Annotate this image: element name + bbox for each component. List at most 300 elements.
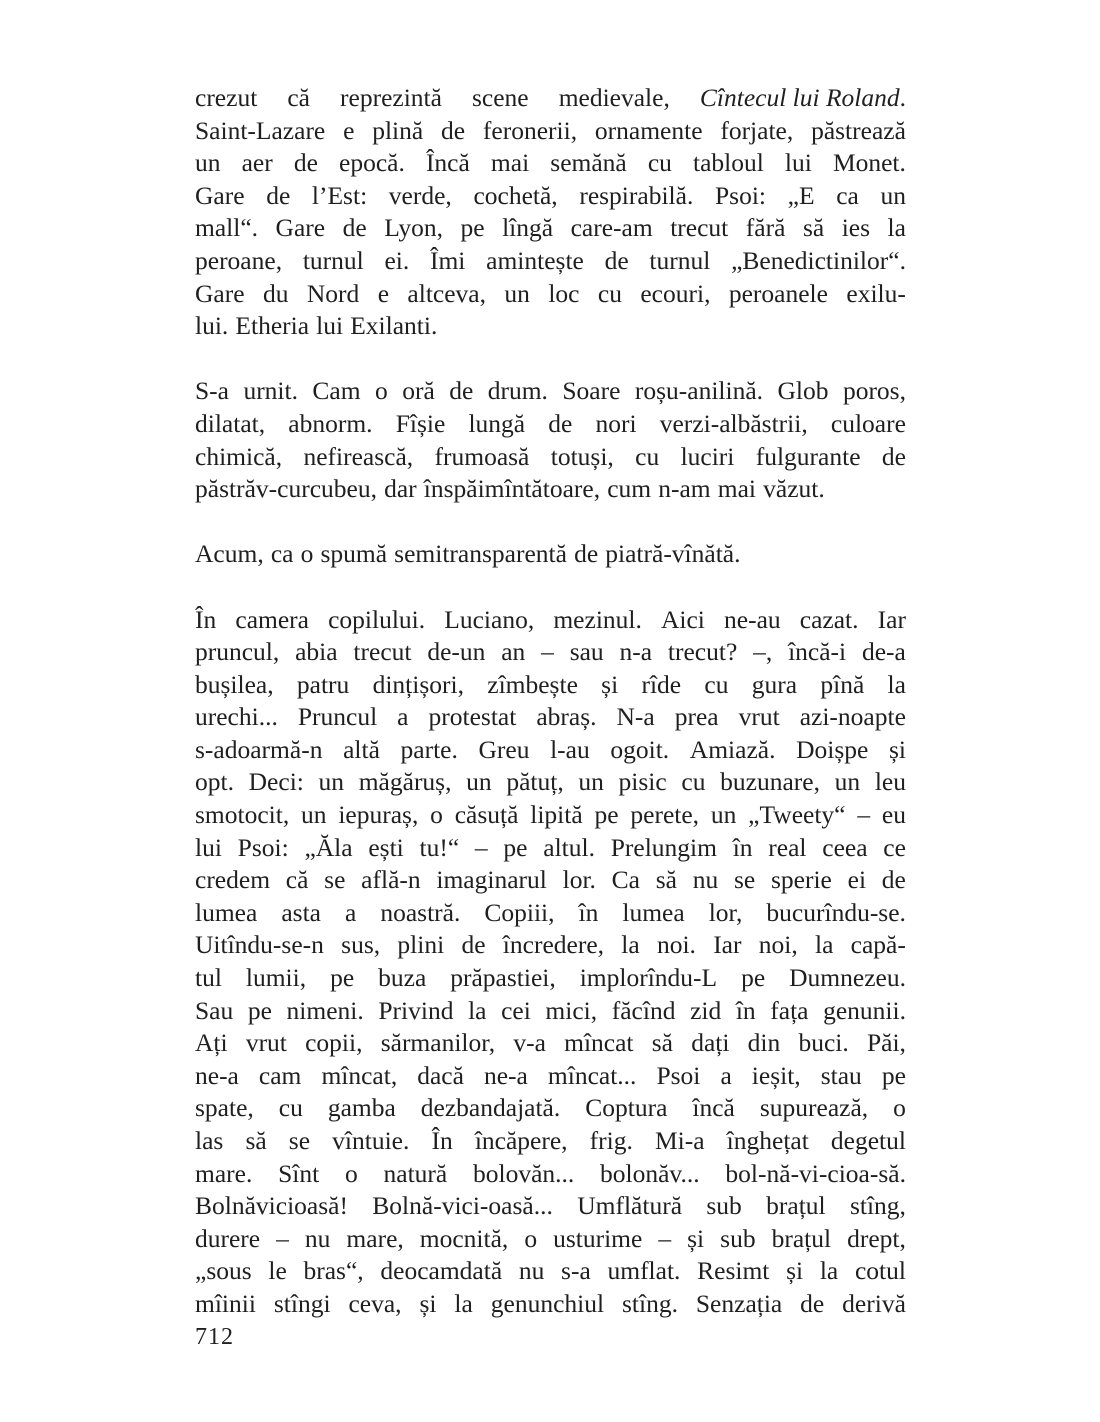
word: dați [691,1028,730,1058]
word: bolonăv... [600,1158,700,1188]
word: un [301,800,327,830]
word: vrut [738,702,780,732]
word: sperie [770,865,832,895]
word: lor. [562,865,596,895]
text-line [195,864,906,897]
page-number: 712 [195,1324,234,1350]
text-line [195,995,906,1028]
word: semitransparentă [394,539,567,569]
word: de [604,245,629,275]
word: – [474,832,488,862]
word: camera [235,604,309,634]
text-line [195,604,906,637]
word: cochetă, [473,180,558,210]
word: ce [883,832,906,862]
word: sus, [341,930,381,960]
word: ești [368,832,404,862]
word: tabloul [693,148,764,178]
word: ne-au [724,604,781,634]
word: abia [295,637,338,667]
word: pe [247,995,272,1025]
word: deocamdată [380,1256,503,1286]
word: bol-nă-vi-cioa-să. [725,1158,906,1188]
text-line [195,832,906,865]
word: de [266,180,291,210]
word: păstrăv-curcubeu, [195,474,377,504]
word: buza [378,963,427,993]
word: în [578,897,599,927]
word: verzi-albăstrii, [659,408,808,438]
word: și [419,1288,437,1318]
word: pe [460,213,485,243]
word: să [245,1126,267,1155]
word: rîde [641,669,682,699]
word: dar [384,474,417,504]
text-line [195,441,906,474]
word: parte. [400,734,458,764]
word: respirabilă. [579,180,694,210]
word: ecouri, [640,278,711,308]
word: Iar [877,604,906,634]
word: altceva, [407,278,486,308]
word: se [733,865,756,895]
word: de [574,539,599,569]
text-line [195,701,906,734]
word: pînă [820,669,865,699]
word: S-a [195,376,229,406]
word: s-adoarmă-n [195,734,323,764]
text-line [195,929,906,962]
word: mîncat, [321,1060,398,1090]
word: cei [501,995,531,1025]
word: implorîndu-L [579,963,718,993]
page-body [195,82,906,1353]
word: genunchiul [490,1288,605,1318]
word: lipită [530,800,583,830]
word: un [578,767,604,797]
word: mai [717,474,757,504]
word: altă [343,734,380,764]
word: bolovăn... [472,1158,575,1188]
word: v-a [513,1028,546,1058]
word: lumii, [245,963,307,993]
word: lîngă [502,213,554,243]
word: dacă [417,1060,464,1090]
word: Psoi [656,1060,701,1090]
word: stau [820,1060,862,1090]
word: mai [490,148,530,178]
word: Bolnăvicioasă! [195,1191,348,1221]
word: la [819,1256,839,1286]
word: supurează, [759,1093,869,1123]
text-line [195,147,906,180]
word: nu [518,1256,545,1286]
word: an [501,637,526,667]
word: le [268,1256,287,1286]
word: opt. [195,767,234,797]
word: Privind [378,995,454,1025]
word: scene [472,83,529,112]
word: perete, [630,800,700,830]
word: Monet. [832,148,906,178]
word: lui [316,311,344,341]
word: ei [847,865,867,895]
word: încăpere, [474,1126,568,1155]
text-line [195,799,906,832]
word: nu [304,1223,331,1253]
word: Amiază. [689,734,776,764]
word: mezinul. [553,604,642,634]
word: fața [770,995,809,1025]
word: stîng, [849,1191,906,1221]
word: cum [607,474,652,504]
word: a [720,1060,732,1090]
text-line [195,82,906,115]
word: ies [841,213,871,243]
text-line [195,962,906,995]
word: sub [720,1223,756,1253]
word: să [802,213,825,243]
text-line [195,180,906,213]
word: derivă [842,1288,906,1318]
word: cu [597,278,622,308]
word: de [881,441,906,471]
word: mocnită, [419,1223,509,1253]
word: asta [281,897,321,927]
word: Glob [777,376,829,406]
word: că [287,83,310,112]
word: zid [690,995,722,1025]
word: nimeni. [286,995,364,1025]
word: totuși, [550,441,614,471]
word: cam [258,1060,302,1090]
word: semănă [550,148,627,178]
word: ne-a [483,1060,528,1090]
word: Exilanti. [350,311,438,341]
word: Umflătură [577,1191,683,1221]
word: Saint-Lazare [195,115,326,145]
word: real [768,832,807,862]
word: Cam [312,376,361,406]
word: Mi-a [654,1126,705,1155]
word: – [658,1223,672,1253]
word: ieșit, [751,1060,801,1090]
word: iepuraș, [338,800,419,830]
word: În [431,1126,453,1155]
word: culoare [830,408,906,438]
word: frumoasă [434,441,530,471]
word: ornamente [594,115,703,145]
word: măgăruș, [358,767,452,797]
word: poros, [842,376,906,406]
word: cu [278,1093,303,1123]
word: în [732,832,753,862]
text-line [195,1190,906,1223]
word: frig. [589,1126,633,1155]
word: „Tweety“ [748,800,846,830]
text-line [195,766,906,799]
word: Gare [195,278,245,308]
word: – [541,637,554,667]
word: ca [270,539,294,569]
word: n-am [658,474,711,504]
word: de [342,213,367,243]
text-line [195,1223,906,1256]
word: Resimt [697,1256,770,1286]
word: să [655,865,677,895]
word: urechi... [195,702,278,732]
word: natură [383,1158,448,1188]
word: Nord [306,278,360,308]
word: piatră-vînătă. [605,539,741,569]
word: vrut [245,1028,287,1058]
word: și [786,1256,804,1286]
word: dezbandajată. [420,1093,561,1123]
word: dințișori, [372,669,464,699]
word: ceea [822,832,868,862]
word: de [881,865,906,895]
word: stîngi [273,1288,331,1318]
text-line [195,1125,906,1158]
word: Doișpe [796,734,869,764]
word: bucurîndu-se. [766,897,906,927]
text-line [195,1158,906,1191]
word: crezut [195,83,258,112]
word: Acum, [195,539,264,569]
word: durere [195,1223,261,1253]
word: drept, [847,1223,906,1253]
word: exilu- [846,278,906,308]
word: peroanele [728,278,828,308]
text-line [195,897,906,930]
word: de [293,148,318,178]
word: Iar [713,930,742,960]
word: imaginarul [436,865,547,895]
word: abnorm. [288,408,373,438]
word: mall“. [195,213,259,243]
word: Cîntecul lui Roland. [699,83,906,112]
word: mare, [346,1223,404,1253]
word: și [687,1223,705,1253]
text-line [195,310,906,343]
word: eu [881,800,906,830]
word: în [735,995,756,1025]
word: Prelungim [610,832,717,862]
word: la [887,213,906,243]
text-line [195,115,906,148]
word: „Benedictinilor“. [731,245,906,275]
word: umflat. [607,1256,681,1286]
word: reprezintă [340,83,442,112]
word: medievale, [558,83,670,112]
word: lui [784,148,812,178]
word: de-un [427,637,486,667]
word: noi, [758,930,798,960]
word: Deci: [248,767,304,797]
word: forjate, [720,115,794,145]
word: nu [692,865,719,895]
word: lumea [622,897,685,927]
word: luciri [680,441,735,471]
word: la [621,930,640,960]
word: pruncul, [195,637,280,667]
word: altul. [543,832,595,862]
text-line [195,278,906,311]
word: lui. [195,311,229,341]
word: de [441,115,466,145]
word: pe [594,800,619,830]
word: mici, [545,995,598,1025]
word: trecut? [667,637,738,667]
word: turnul [649,245,711,275]
word: Greu [478,734,530,764]
word: spate, [195,1093,254,1123]
word: pătuț, [506,767,564,797]
word: usturime [553,1223,643,1253]
word: de [800,1288,825,1318]
text-line [195,408,906,441]
word: un [504,278,530,308]
word: Încă [425,148,470,178]
paragraph [195,375,906,505]
word: credem [195,865,271,895]
word: Dumnezeu. [789,963,906,993]
word: brațul [771,1223,832,1253]
word: ogoit. [610,734,670,764]
word: prăpastiei, [450,963,556,993]
word: lungă [468,408,526,438]
text-line [195,473,906,506]
word: zîmbește [487,669,578,699]
word: leu [874,767,906,797]
word: află-n [361,865,421,895]
word: mîinii [195,1288,256,1318]
word: Bolnă-vici-oasă... [372,1191,553,1221]
word: Coptura [585,1093,668,1123]
word: feronerii, [482,115,578,145]
text-line [195,245,906,278]
word: fără [745,213,786,243]
word: pe [503,832,528,862]
text-line [195,1288,906,1321]
word: Sînt [278,1158,320,1188]
word: l-au [550,734,590,764]
word: încă [692,1093,735,1123]
word: o [893,1093,906,1123]
text-line [195,1255,906,1288]
word: e [377,278,390,308]
text-line [195,1092,906,1125]
word: roșu-anilină. [634,376,764,406]
word: un [834,767,861,797]
word: urnit. [243,376,298,406]
word: căsuță [454,800,519,830]
word: lui [195,832,222,862]
word: și [888,734,906,764]
word: gamba [327,1093,396,1123]
word: de [449,376,474,406]
word: Îmi [429,245,466,275]
word: încredere, [502,930,605,960]
word: mîncat... [547,1060,637,1090]
word: a [345,897,357,927]
word: un [318,767,345,797]
word: oră [402,376,435,406]
word: Gare [275,213,326,243]
word: Psoi: [237,832,289,862]
word: pisic [618,767,667,797]
word: pe [330,963,355,993]
word: noastră. [380,897,461,927]
word: o [524,1223,538,1253]
word: plină [372,115,424,145]
word: noi. [656,930,696,960]
word: abraș. [536,702,597,732]
word: la [887,669,906,699]
word: Păi, [866,1028,906,1058]
word: de [461,930,486,960]
word: „sous [195,1256,252,1286]
word: pe [881,1060,906,1090]
word: ne-a [195,1060,239,1090]
word: nori [595,408,637,438]
word: loc [548,278,580,308]
word: smotocit, [195,800,290,830]
word: cu [635,441,660,471]
word: drum. [487,376,548,406]
word: tu!“ [419,832,460,862]
word: turnul [302,245,364,275]
word: – [276,1223,289,1253]
word: n-a [619,637,653,667]
word: un [195,148,221,178]
word: cu [647,148,672,178]
word: las [195,1126,224,1155]
word: dilatat, [195,408,266,438]
word: mîncat [564,1028,634,1058]
text-line [195,1027,906,1060]
word: o [344,1158,358,1188]
word: plini [397,930,445,960]
word: peroane, [195,245,283,275]
word: bras“, [303,1256,364,1286]
word: din [747,1028,781,1058]
word: Ați [195,1028,228,1058]
word: tul [195,963,222,993]
word: În [195,604,217,634]
word: o [375,376,388,406]
word: bușilea, [195,669,274,699]
word: fulgurante [755,441,861,471]
word: patru [296,669,350,699]
word: păstrează [811,115,906,145]
word: genunii. [823,995,906,1025]
word: Gare [195,180,245,210]
paragraph [195,82,906,343]
word: trecut [353,637,412,667]
word: Senzația [695,1288,783,1318]
word: ca [836,180,859,210]
word: lumea [195,897,258,927]
word: se [288,1126,311,1155]
text-line [195,1060,906,1093]
word: înghețat [726,1126,809,1155]
text-line [195,734,906,767]
word: sub [706,1191,742,1221]
word: Luciano, [444,604,535,634]
word: e [343,115,355,145]
word: verde, [388,180,452,210]
